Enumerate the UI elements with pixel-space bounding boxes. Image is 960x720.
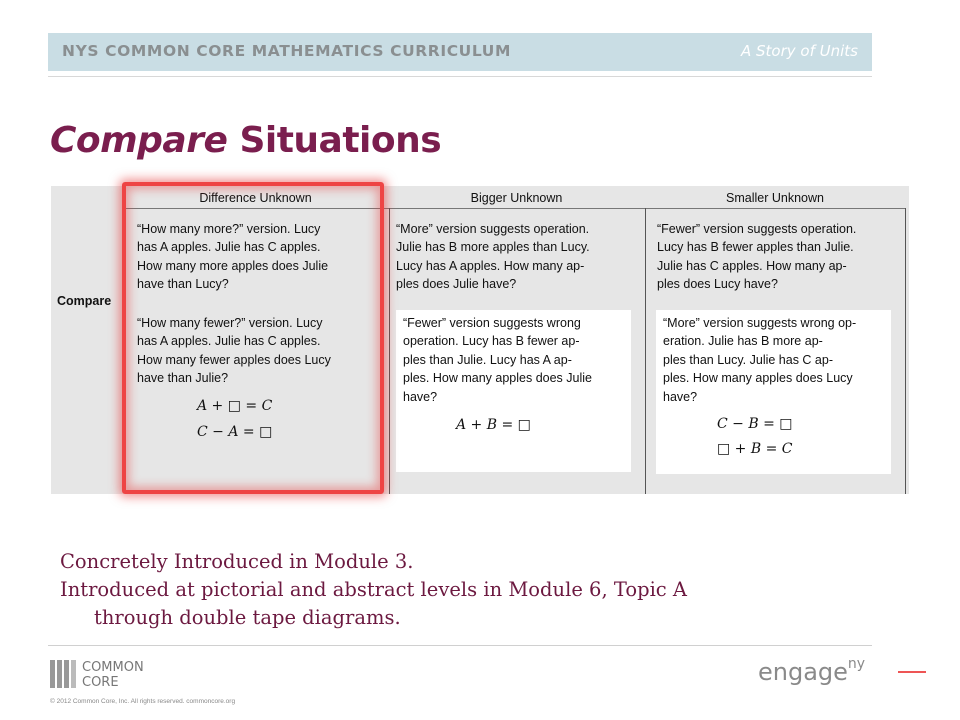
text-line: Julie has C apples. How many ap- (657, 258, 847, 273)
header-divider (48, 76, 872, 77)
common-core-logo (50, 660, 144, 690)
logo-text (82, 660, 172, 690)
engage-sup: ny (847, 656, 866, 672)
text-line: ples. How many apples does Julie (403, 371, 592, 386)
difference-equation-1: A + □ = C (197, 398, 273, 414)
header-bar (48, 33, 872, 71)
text-line: have than Lucy? (137, 277, 229, 292)
col-header-smaller: Smaller Unknown (726, 191, 824, 205)
text-line: have? (663, 389, 698, 404)
text-line: “Fewer” version suggests operation. (657, 222, 857, 236)
engage-text: engage (758, 658, 848, 686)
column-divider (645, 208, 646, 494)
col-header-bigger: Bigger Unknown (470, 191, 563, 205)
logo-line: COMMON (82, 660, 144, 675)
text-line: ples than Lucy. Julie has C ap- (663, 352, 834, 367)
text-line: ples does Lucy have? (657, 277, 778, 292)
slide-title (50, 120, 441, 161)
text-line: How many fewer apples does Lucy (137, 352, 331, 367)
body-line-1: Concretely Introduced in Module 3. (60, 550, 414, 573)
body-line-2: Introduced at pictorial and abstract levels in Module 6, Topic A (60, 578, 688, 601)
engageny-logo (758, 658, 865, 686)
bigger-equation: A + B = □ (456, 417, 531, 433)
text-line: ples does Julie have? (396, 277, 517, 292)
logo-line: CORE (82, 675, 119, 690)
text-line: operation. Lucy has B fewer ap- (403, 334, 580, 349)
story-title: A Story of Units (741, 42, 858, 60)
smaller-equation-1: C − B = □ (717, 416, 793, 432)
text-line: have? (403, 389, 438, 404)
text-line: How many more apples does Julie (137, 258, 329, 273)
bigger-main-text (396, 220, 590, 294)
copyright: © 2012 Common Core, Inc. All rights reserved. commoncore.org (50, 698, 236, 705)
footer-divider (48, 645, 872, 646)
text-line: “More” version suggests wrong op- (663, 316, 857, 330)
smaller-box-text (663, 314, 856, 406)
column-divider (389, 208, 390, 494)
logo-bars-icon (50, 660, 78, 688)
text-line: eration. Julie has B more ap- (663, 334, 823, 349)
difference-equation-2: C − A = □ (197, 424, 273, 440)
smaller-main-text (657, 220, 856, 294)
text-line: “Fewer” version suggests wrong (403, 316, 581, 330)
row-label: Compare (57, 294, 112, 308)
text-line: has A apples. Julie has C apples. (137, 240, 321, 255)
text-line: ples. How many apples does Lucy (663, 371, 853, 386)
text-line: “More” version suggests operation. (396, 222, 590, 236)
title-italic: Compare (50, 120, 228, 161)
smaller-equation-2: □ + B = C (717, 441, 793, 457)
accent-line (898, 671, 926, 673)
column-divider (905, 208, 906, 494)
text-line: “How many more?” version. Lucy (137, 222, 321, 236)
title-rest: Situations (239, 120, 442, 161)
bigger-box-text (403, 314, 592, 406)
text-line: has A apples. Julie has C apples. (137, 334, 321, 349)
text-line: Julie has B more apples than Lucy. (396, 240, 590, 255)
text-line: Lucy has B fewer apples than Julie. (657, 240, 854, 255)
body-line-3: through double tape diagrams. (94, 606, 401, 629)
text-line: ples than Julie. Lucy has A ap- (403, 352, 572, 367)
col-header-difference: Difference Unknown (199, 191, 312, 205)
body-text (60, 548, 687, 632)
curriculum-title: NYS COMMON CORE MATHEMATICS CURRICULUM (62, 42, 511, 60)
difference-highlight-box (122, 182, 384, 494)
text-line: have than Julie? (137, 371, 229, 386)
text-line: “How many fewer?” version. Lucy (137, 316, 323, 330)
text-line: Lucy has A apples. How many ap- (396, 258, 585, 273)
